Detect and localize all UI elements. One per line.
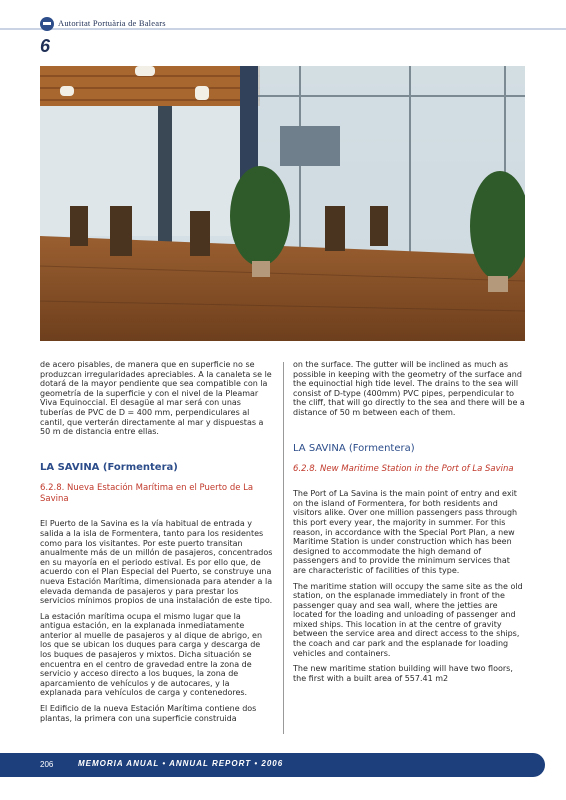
header-rule bbox=[0, 28, 566, 30]
body-paragraph: El Puerto de la Savina es la vía habitual de entrada y salida a la isla de Formentera, tanto para los residentes como para los visitantes. Por este puerto transitan anualmente más de un millón de pasajeros, concentrados en su mayoría en el periodo estival. Es por ello que, de acuerdo con el Plan Especial del Puerto, se construye una nueva Estación Marítima, dimensionada para atender a la elevada demanda de pasajeros y para prestar los servicios mínimos propios de una instalación de este tipo. bbox=[40, 519, 273, 606]
intro-paragraph: on the surface. The gutter will be inclined as much as possible in keeping with the geometry of the surface and the equinoctial high tide level. The drains to the sea will consist of D-type (400mm) PVC pipes, perpendicular to the cliff, that will go directly to the sea and there will be a distance of 50 m between each of them. bbox=[293, 360, 525, 417]
spanish-column bbox=[40, 360, 273, 729]
body-paragraph: La estación marítima ocupa el mismo lugar que la antigua estación, en la explanada inmediatamente anterior al muelle de pasajeros y al dique de abrigo, en los que se ubican los duques para carga y descarga de los buques de pasajeros y mixtos. Dicha situación se encuentra en el centro de gravedad entre la zona de servicio y acceso directo a los buques, la zona de aparcamiento de vehículos y de autocares, y la explanada para vehículos de carga y contenedores. bbox=[40, 611, 263, 698]
footer-title: MEMORIA ANUAL • ANNUAL REPORT • 2006 bbox=[78, 759, 284, 768]
intro-paragraph: de acero pisables, de manera que en superficie no se produzcan irregularidades apreciables. A la canaleta se le dotará de la mayor pendiente que sea compatible con la geometría de la superficie y con el nivel de la Pleamar Viva Equinoccial. El desagüe al mar será con unas tuberías de PVC de D = 400 mm, perpendiculares al cantil, que verterán directamente al mar y dispuestas a 50 m de distancia entre ellas. bbox=[40, 360, 272, 437]
body-paragraph: The Port of La Savina is the main point of entry and exit on the island of Formentera, for both residents and visitors alike. Over one million passengers pass through this port every year, the majority in summer. For this reason, in accordance with the Special Port Plan, a new Maritime Station is under construction which has been designed to accommodate the high demand of passengers and to provide the minimum services that are characteristic of facilities of this type. bbox=[293, 489, 518, 575]
section-subtitle: 6.2.8. Nueva Estación Marítima en el Puerto de La Savina bbox=[40, 483, 254, 505]
section-title: LA SAVINA (Formentera) bbox=[293, 442, 415, 454]
body-paragraph: The maritime station will occupy the same site as the old station, on the esplanade immediately in front of the passenger quay and sea wall, where the jetties are located for the loading and unloading of passenger and mixed ships. This location in at the centre of gravity between the service area and direct access to the ships, the coach and car park and the esplanade for loading vehicles and containers. bbox=[293, 581, 523, 658]
section-title: LA SAVINA (Formentera) bbox=[40, 461, 178, 473]
english-column bbox=[293, 360, 525, 689]
body-paragraph: El Edificio de la nueva Estación Marítima contiene dos plantas, la primera con una superficie construida bbox=[40, 704, 257, 723]
authority-logo-icon bbox=[40, 17, 54, 31]
maritime-station-photo bbox=[40, 66, 525, 341]
interior-illustration bbox=[40, 66, 525, 341]
body-paragraph: The new maritime station building will have two floors, the first with a built area of 557.41 m2 bbox=[293, 664, 513, 683]
page-number: 206 bbox=[40, 760, 54, 769]
chapter-number: 6 bbox=[40, 36, 51, 56]
section-subtitle: 6.2.8. New Maritime Station in the Port of La Savina bbox=[293, 464, 514, 475]
column-divider bbox=[283, 362, 284, 734]
brand-name: Autoritat Portuària de Balears bbox=[58, 18, 166, 28]
